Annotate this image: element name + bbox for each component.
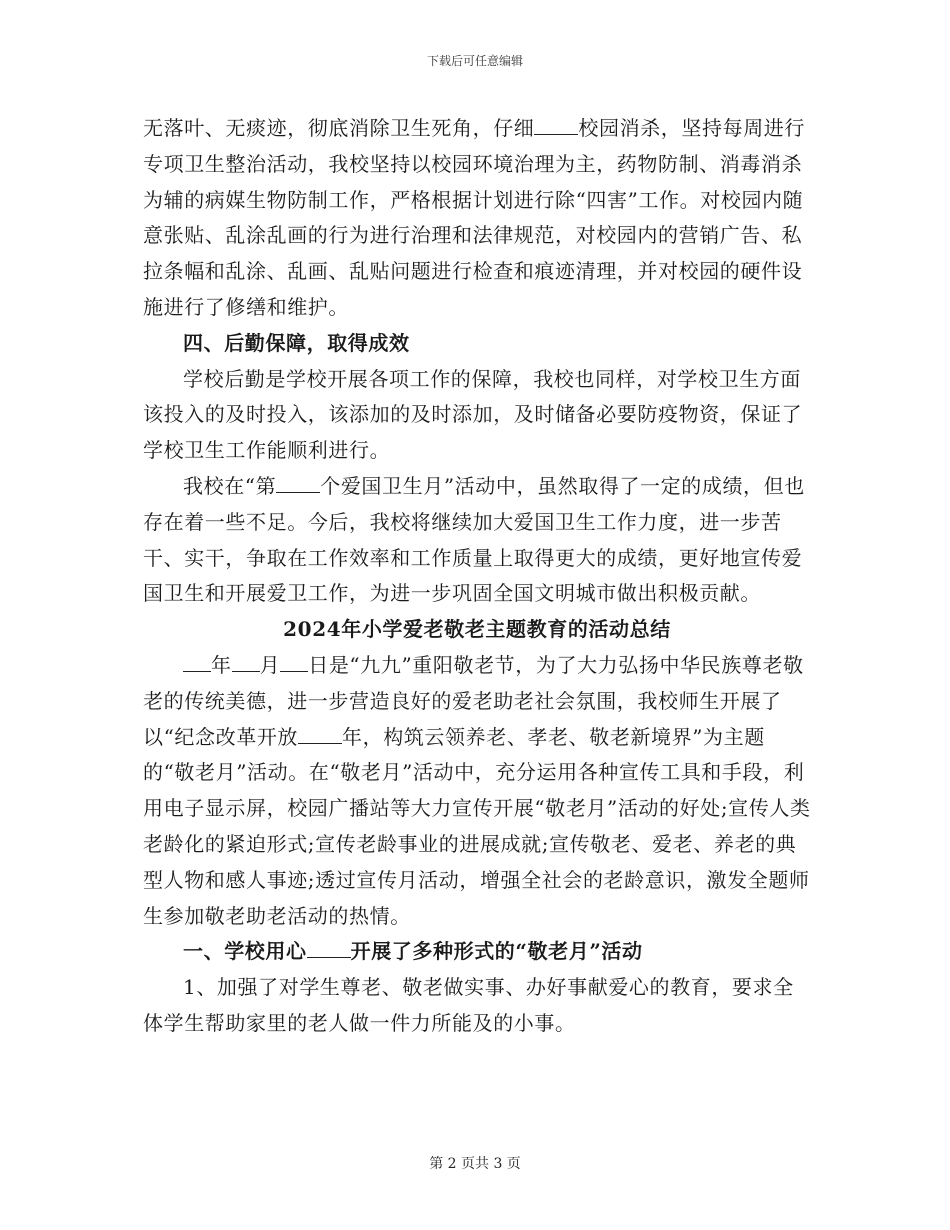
paragraph-text: 个爱国卫生月”活动中，虽然取得了一定的成绩，但也存在着一些不足。今后，我校将继续加大爱国卫生工作力度，进一步苦干、实干，争取在工作效率和工作质量上取得更大的成绩，更好地宣传爱国卫生和开展爱卫工作，为进一步巩固全国文明城市做出积极贡献。 — [143, 473, 805, 606]
paragraph — [143, 362, 811, 469]
fill-in-blank — [183, 652, 211, 672]
paragraph-text: 一、学校用心 — [183, 939, 307, 964]
paragraph-text: 开展了多种形式的“敬老月”活动 — [350, 939, 643, 964]
paragraph — [143, 970, 811, 1042]
paragraph-text: 日是“九九”重阳敬老节，为了大力弘扬中华民族尊老敬老的传统美德，进一步营造良好的爱老助老社会氛围，我校师生开展了以“纪念改革开放 — [143, 652, 804, 749]
paragraph-text: 四、后勤保障，取得成效 — [183, 330, 410, 355]
fill-in-blank — [307, 938, 351, 958]
document-title — [143, 612, 811, 648]
fill-in-blank — [298, 724, 342, 744]
paragraph — [143, 648, 811, 934]
paragraph-text: 无落叶、无痰迹，彻底消除卫生死角，仔细 — [143, 116, 535, 140]
section-heading — [143, 934, 811, 970]
paragraph-text: 1、加强了对学生尊老、敬老做实事、办好事献爱心的教育，要求全体学生帮助家里的老人做一件力所能及的小事。 — [143, 975, 794, 1035]
fill-in-blank — [276, 473, 320, 493]
paragraph-text: 我校在“第 — [183, 473, 277, 498]
fill-in-blank — [534, 115, 578, 135]
fill-in-blank — [280, 652, 308, 672]
paragraph-text: 年 — [211, 652, 232, 677]
page-header-note: 下载后可任意编辑 — [426, 54, 523, 68]
paragraph-text: 年，构筑云领养老、孝老、敬老新境界”为主题的“敬老月”活动。在“敬老月”活动中，充分运用各种宣传工具和手段，利用电子显示屏，校园广播站等大力宣传开展“敬老月”活动的好处;宣传人类老龄化的紧迫形式;宣传老龄事业的进展成就;宣传敬老、爱老、养老的典型人物和感人事迹;透过宣传月活动，增强全社会的老龄意识，激发全题师生参加敬老助老活动的热情。 — [143, 724, 811, 928]
section-heading — [143, 326, 811, 362]
paragraph-text: 学校后勤是学校开展各项工作的保障，我校也同样，对学校卫生方面该投入的及时投入，该添加的及时添加，及时储备必要防疫物资，保证了学校卫生工作能顺利进行。 — [143, 366, 803, 463]
paragraph — [143, 469, 811, 612]
fill-in-blank — [232, 652, 260, 672]
document-body — [143, 111, 811, 1042]
paragraph-text: 2024年小学爱老敬老主题教育的活动总结 — [283, 617, 671, 642]
paragraph — [143, 111, 811, 326]
paragraph-text: 校园消杀，坚持每周进行专项卫生整治活动，我校坚持以校园环境治理为主，药物防制、消毒消杀为辅的病媒生物防制工作，严格根据计划进行除“四害”工作。对校园内随意张贴、乱涂乱画的行为进行治理和法律规范，对校园内的营销广告、私拉条幅和乱涂、乱画、乱贴问题进行检查和痕迹清理，并对校园的硬件设施进行了修缮和维护。 — [143, 116, 806, 319]
paragraph-text: 月 — [259, 652, 281, 677]
page-number: 第 2 页共 3 页 — [429, 1156, 521, 1172]
